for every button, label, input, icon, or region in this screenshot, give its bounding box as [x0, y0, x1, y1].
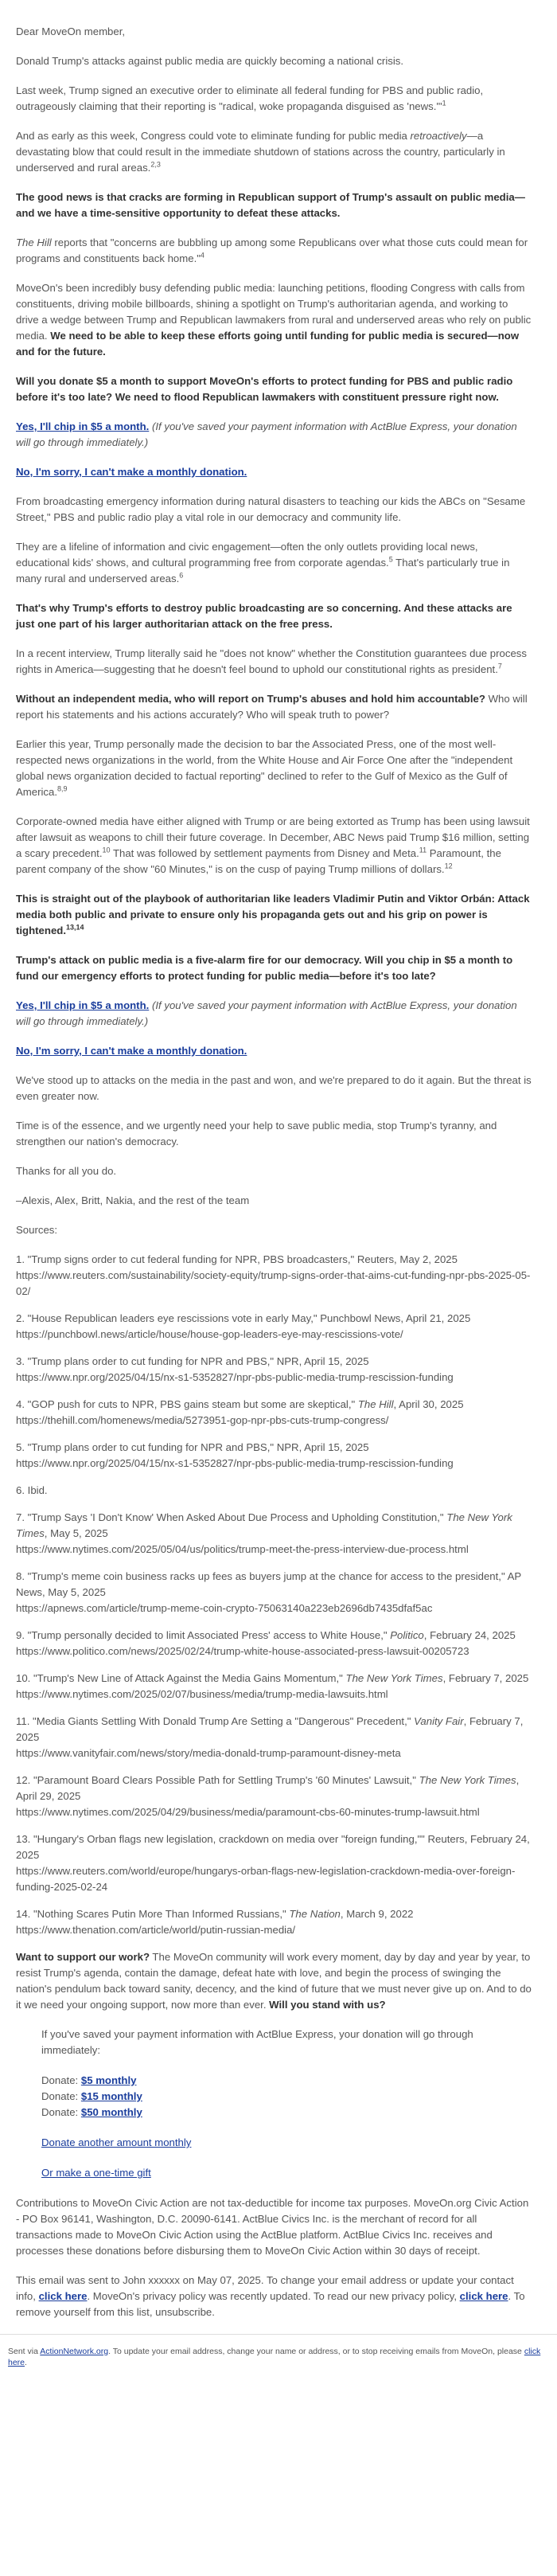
paragraph-good-news: The good news is that cracks are forming in Republican support of Trump's assault on public media—and we have a time-sensitive opportunity to defeat these attacks.	[16, 191, 525, 219]
donate-50-monthly-link[interactable]: $50 monthly	[80, 2106, 142, 2118]
source-date: , May 5, 2025	[44, 1527, 108, 1539]
source-citation: 5. "Trump plans order to cut funding for NPR and PBS," NPR, April 15, 2025	[16, 1441, 369, 1453]
source-citation: 4. "GOP push for cuts to NPR, PBS gains steam but some are skeptical,"	[16, 1398, 358, 1410]
source-item	[16, 1397, 533, 1429]
footer: Sent via ActionNetwork.org. To update your email address, change your name or address, or to stop receiving emails from MoveOn, please click here.	[8, 2347, 541, 2367]
paragraph-stood-up: We've stood up to attacks on the media in the past and won, and we're prepared to do it again. But the threat is even greater now.	[16, 1074, 532, 1102]
source-date: , April 30, 2025	[393, 1398, 464, 1410]
paragraph-sesame-street: From broadcasting emergency information during natural disasters to teaching our kids the ABCs on "Sesame Street," PBS and public radio play a vital role in our democracy and community life.	[16, 495, 526, 523]
source-url: https://thehill.com/homenews/media/5273951-gop-npr-pbs-cuts-trump-congress/	[16, 1414, 389, 1426]
source-url: https://www.thenation.com/article/world/putin-russian-media/	[16, 1924, 296, 1936]
source-publication: The Hill	[357, 1398, 394, 1410]
paragraph-concerning: That's why Trump's efforts to destroy public broadcasting are so concerning. And these attacks are just one part of his larger authoritarian attack on the free press.	[16, 602, 512, 630]
paragraph-support: Want to support our work? The MoveOn community will work every moment, day by day and year by year, to resist Trump's agenda, contain the damage, defeat hate with love, and begin the process of swinging the nation's pendulum back toward sanity, decency, and the kind of future that we must never give up on. And to do it we need your ongoing support, now more than ever. Will you stand with us?	[16, 1951, 532, 2011]
source-publication: Vanity Fair	[414, 1715, 464, 1727]
source-publication: The New York Times	[345, 1672, 443, 1684]
paragraph-congress-vote: And as early as this week, Congress could vote to eliminate funding for public media retroactively—a devastating blow that could result in the immediate shutdown of stations across the country, particularly in underserved and rural areas.$^{2,3}$	[16, 130, 505, 174]
yes-donate-link-1[interactable]: Yes, I'll chip in $5 a month.	[16, 420, 150, 432]
source-url: https://www.npr.org/2025/04/15/nx-s1-5352827/npr-pbs-public-media-trump-rescission-funding	[16, 1371, 454, 1383]
source-citation: 13. "Hungary's Orban flags new legislation, crackdown on media over "foreign funding,"" Reuters, February 24, 2025	[16, 1833, 530, 1861]
paragraph-intro: Donald Trump's attacks against public media are quickly becoming a national crisis.	[16, 55, 404, 67]
source-item	[16, 1483, 533, 1499]
paragraph-playbook: This is straight out of the playbook of authoritarian like leaders Vladimir Putin and Viktor Orbán: Attack media both public and private to ensure only his propaganda gets out and his grip on power is tightened.$^{13,14}$	[16, 893, 530, 936]
donate-option-5: Donate: $5 monthly	[41, 2074, 137, 2086]
source-citation: 12. "Paramount Board Clears Possible Path for Settling Trump's '60 Minutes' Lawsuit,"	[16, 1774, 419, 1786]
source-item	[16, 1252, 533, 1300]
source-citation: 1. "Trump signs order to cut federal funding for NPR, PBS broadcasters," Reuters, May 2, 2025	[16, 1253, 458, 1265]
donation-ask-2: Trump's attack on public media is a five-alarm fire for our democracy. Will you chip in $5 a month to fund our emergency efforts to protect funding for public media—before it's too late?	[16, 954, 513, 982]
source-item	[16, 1714, 533, 1761]
greeting: Dear MoveOn member,	[16, 25, 126, 37]
paragraph-corporate-media: Corporate-owned media have either aligned with Trump or are being extorted as Trump has been using lawsuit after lawsuit as weapons to chill their future coverage. In December, ABC News paid Trump $16 million, setting a scary precedent.$^{10}$ That was followed by settlement payments from Disney and Meta.$^{11}$ Paramount, the parent company of the show "60 Minutes," is on the cusp of paying Trump millions of dollars.$^{12}$	[16, 815, 530, 875]
source-url: https://punchbowl.news/article/house/house-gop-leaders-eye-may-rescissions-vote/	[16, 1328, 403, 1340]
source-item	[16, 1510, 533, 1558]
source-item	[16, 1773, 533, 1820]
paragraph-the-hill: The Hill reports that "concerns are bubbling up among some Republicans over what those cuts could mean for programs and constituents back home."$^4$	[16, 236, 528, 264]
paragraph-lifeline: They are a lifeline of information and civic engagement—often the only outlets providing local news, educational kids' shows, and cultural programming free from corporate agendas.$^5$ That's particularly true in many rural and underserved areas.$^6$	[16, 541, 510, 584]
no-donate-link-2[interactable]: No, I'm sorry, I can't make a monthly donation.	[16, 1045, 247, 1057]
source-url: https://www.reuters.com/world/europe/hungarys-orban-flags-new-legislation-crackdown-media-over-foreign-funding-2025-02-24	[16, 1865, 516, 1893]
source-item	[16, 1831, 533, 1895]
source-citation: 10. "Trump's New Line of Attack Against the Media Gains Momentum,"	[16, 1672, 346, 1684]
source-date: , March 9, 2022	[340, 1908, 414, 1920]
source-url: https://www.politico.com/news/2025/02/24/trump-white-house-associated-press-lawsuit-00205723	[16, 1645, 469, 1657]
source-url: https://www.vanityfair.com/news/story/media-donald-trump-paramount-disney-meta	[16, 1747, 401, 1759]
no-donate-row-1	[16, 464, 533, 480]
paragraph-moveon-efforts: MoveOn's been incredibly busy defending public media: launching petitions, flooding Congress with calls from constituents, driving mobile billboards, shining a spotlight on Trump's authoritarian agenda, and working to drive a wedge between Trump and Republican lawmakers from rural and underserved areas who rely on public media. We need to be able to keep these efforts going until funding for public media is secured—now and for the future.	[16, 282, 532, 358]
source-item	[16, 1440, 533, 1472]
paragraph-thanks: Thanks for all you do.	[16, 1165, 117, 1177]
donate-box-intro: If you've saved your payment information with ActBlue Express, your donation will go through immediately:	[41, 2028, 473, 2056]
source-citation: 9. "Trump personally decided to limit Associated Press' access to White House,"	[16, 1629, 391, 1641]
paragraph-due-process: In a recent interview, Trump literally said he "does not know" whether the Constitution guarantees due process rights in America—suggesting that he doesn't feel bound to uphold our constitutional rights as president.$^7$	[16, 647, 527, 675]
sources-list	[16, 1252, 533, 1938]
source-item	[16, 1906, 533, 1938]
source-citation: 6. Ibid.	[16, 1484, 48, 1496]
privacy-policy-link[interactable]: click here	[459, 2290, 508, 2302]
donate-other-row	[41, 2135, 533, 2151]
source-date: , February 24, 2025	[423, 1629, 516, 1641]
source-item	[16, 1311, 533, 1343]
source-publication: The New York Times	[16, 1511, 512, 1539]
yes-donate-row-2: Yes, I'll chip in $5 a month. (If you've saved your payment information with ActBlue Express, your donation will go through immediately.)	[16, 999, 517, 1027]
paragraph-independent-media: Without an independent media, who will report on Trump's abuses and hold him accountable? Who will report his statements and his actions accurately? Who will speak truth to power?	[16, 693, 528, 721]
source-publication: The Nation	[289, 1908, 341, 1920]
yes-donate-row-1: Yes, I'll chip in $5 a month. (If you've saved your payment information with ActBlue Express, your donation will go through immediately.)	[16, 420, 517, 448]
source-url: https://www.npr.org/2025/04/15/nx-s1-5352827/npr-pbs-public-media-trump-rescission-funding	[16, 1457, 454, 1469]
source-citation: 11. "Media Giants Settling With Donald Trump Are Setting a "Dangerous" Precedent,"	[16, 1715, 415, 1727]
paragraph-time-essence: Time is of the essence, and we urgently need your help to save public media, stop Trump's tyranny, and strengthen our nation's democracy.	[16, 1120, 497, 1147]
source-item	[16, 1628, 533, 1659]
no-donate-link-1[interactable]: No, I'm sorry, I can't make a monthly donation.	[16, 466, 247, 478]
footer-click-here-link[interactable]: click here	[8, 2347, 541, 2367]
donate-option-15: Donate: $15 monthly	[41, 2090, 142, 2102]
source-citation: 8. "Trump's meme coin business racks up fees as buyers jump at the chance for access to the president," AP News, May 5, 2025	[16, 1570, 521, 1598]
source-citation: 7. "Trump Says 'I Don't Know' When Asked About Due Process and Upholding Constitution,"	[16, 1511, 447, 1523]
source-date: , February 7, 2025	[442, 1672, 529, 1684]
source-date: , April 29, 2025	[16, 1774, 520, 1802]
update-contact-link[interactable]: click here	[38, 2290, 88, 2302]
donate-15-monthly-link[interactable]: $15 monthly	[80, 2090, 142, 2102]
source-url: https://apnews.com/article/trump-meme-coin-crypto-75063140a223eb2696db7435dfaf5ac	[16, 1602, 433, 1614]
donate-one-time-row	[41, 2165, 533, 2181]
source-date: , February 7, 2025	[16, 1715, 524, 1743]
source-url: https://www.nytimes.com/2025/04/29/business/media/paramount-cbs-60-minutes-trump-lawsuit.html	[16, 1806, 480, 1818]
source-url: https://www.nytimes.com/2025/05/04/us/politics/trump-meet-the-press-interview-due-process.html	[16, 1543, 469, 1555]
source-publication: Politico	[390, 1629, 424, 1641]
donate-5-monthly-link[interactable]: $5 monthly	[80, 2074, 137, 2086]
sent-to-notice: This email was sent to John xxxxxx on May 07, 2025. To change your email address or update your contact info, click here. MoveOn's privacy policy was recently updated. To read our new privacy policy, click here. To remove yourself from this list, unsubscribe.	[16, 2274, 525, 2318]
sources-label: Sources:	[16, 1224, 58, 1236]
legal-disclaimer: Contributions to MoveOn Civic Action are not tax-deductible for income tax purposes. MoveOn.org Civic Action - PO Box 96141, Washington, D.C. 20090-6141. ActBlue Civics Inc. is the merchant of record for all transactions made to MoveOn Civic Action using the ActBlue platform. ActBlue Civics Inc. receives and processes these donations before disbursing them to MoveOn Civic Action within 30 days of receipt.	[16, 2197, 529, 2257]
source-citation: 2. "House Republican leaders eye rescissions vote in early May," Punchbowl News, April 21, 2025	[16, 1312, 471, 1324]
donate-one-time-link[interactable]: Or make a one-time gift	[41, 2167, 151, 2179]
paragraph-associated-press: Earlier this year, Trump personally made the decision to bar the Associated Press, one of the most well-respected news organizations in the world, from the White House and Air Force One after the "independent global news organization decided to factual reporting" declined to refer to the Gulf of Mexico as the Gulf of America.$^{8,9}$	[16, 738, 513, 798]
donate-box	[16, 2027, 533, 2195]
source-publication: The New York Times	[419, 1774, 516, 1786]
no-donate-row-2	[16, 1043, 533, 1059]
donate-option-50: Donate: $50 monthly	[41, 2106, 142, 2118]
source-url: https://www.nytimes.com/2025/02/07/business/media/trump-media-lawsuits.html	[16, 1688, 388, 1700]
source-item	[16, 1354, 533, 1386]
donate-other-amount-link[interactable]: Donate another amount monthly	[41, 2136, 192, 2148]
actionnetwork-link[interactable]: ActionNetwork.org	[40, 2347, 109, 2356]
source-item	[16, 1671, 533, 1702]
signoff: –Alexis, Alex, Britt, Nakia, and the rest of the team	[16, 1194, 250, 1206]
yes-donate-link-2[interactable]: Yes, I'll chip in $5 a month.	[16, 999, 150, 1011]
source-citation: 14. "Nothing Scares Putin More Than Informed Russians,"	[16, 1908, 290, 1920]
donation-ask-1: Will you donate $5 a month to support MoveOn's efforts to protect funding for PBS and public radio before it's too late? We need to flood Republican lawmakers with constituent pressure right now.	[16, 375, 513, 403]
source-item	[16, 1569, 533, 1616]
source-url: https://www.reuters.com/sustainability/society-equity/trump-signs-order-that-aims-cut-funding-npr-pbs-2025-05-02/	[16, 1269, 531, 1297]
paragraph-executive-order: Last week, Trump signed an executive order to eliminate all federal funding for PBS and public radio, outrageously claiming that their reporting is "radical, woke propaganda disguised as 'news.'"$^1$	[16, 84, 484, 112]
source-citation: 3. "Trump plans order to cut funding for NPR and PBS," NPR, April 15, 2025	[16, 1355, 369, 1367]
